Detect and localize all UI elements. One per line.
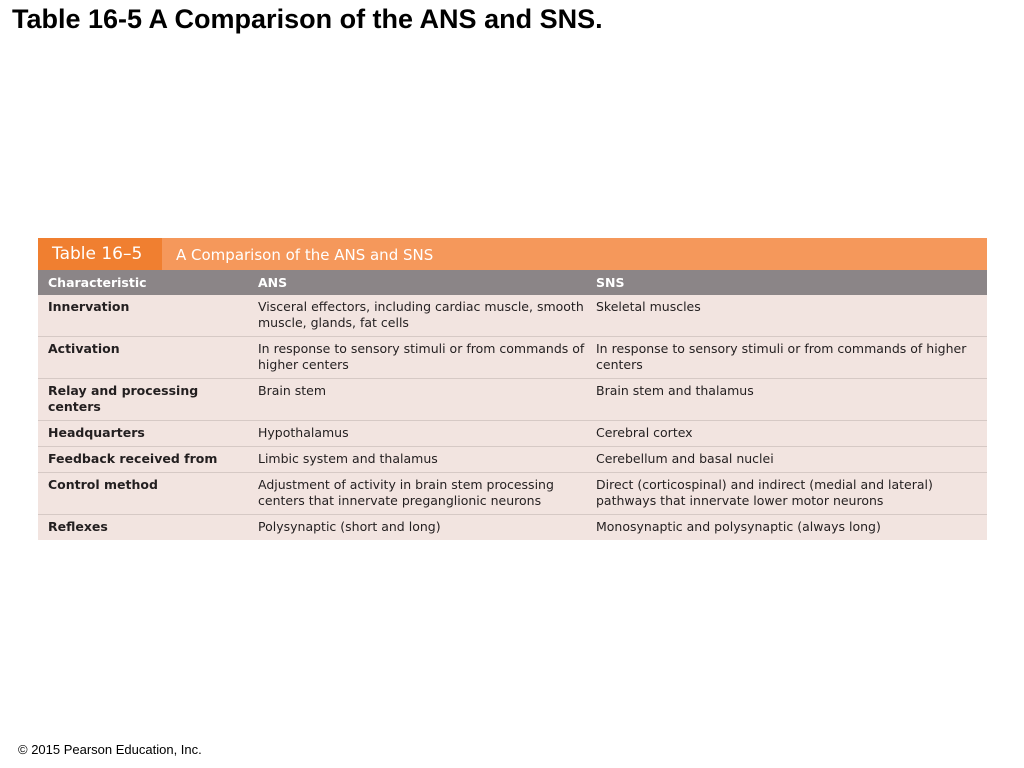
row-ans: Limbic system and thalamus xyxy=(258,451,438,466)
row-sns: Monosynaptic and polysynaptic (always long) xyxy=(596,519,881,534)
table-row xyxy=(38,378,987,420)
copyright-notice: © 2015 Pearson Education, Inc. xyxy=(18,742,202,757)
row-sns: Direct (corticospinal) and indirect (medial and lateral) pathways that innervate lower motor neurons xyxy=(596,477,933,508)
row-characteristic: Control method xyxy=(48,477,158,492)
row-ans: In response to sensory stimuli or from commands of higher centers xyxy=(258,341,585,372)
table-name: A Comparison of the ANS and SNS xyxy=(176,246,434,264)
table-body xyxy=(38,295,987,540)
header-characteristic: Characteristic xyxy=(48,275,147,290)
header-sns: SNS xyxy=(596,275,625,290)
row-ans: Polysynaptic (short and long) xyxy=(258,519,441,534)
table-number: Table 16–5 xyxy=(38,238,162,270)
table-row xyxy=(38,295,987,336)
table-row xyxy=(38,446,987,472)
row-ans: Hypothalamus xyxy=(258,425,349,440)
row-sns: In response to sensory stimuli or from commands of higher centers xyxy=(596,341,967,372)
row-ans: Adjustment of activity in brain stem processing centers that innervate preganglionic neurons xyxy=(258,477,554,508)
row-sns: Cerebral cortex xyxy=(596,425,693,440)
header-ans: ANS xyxy=(258,275,288,290)
row-characteristic: Headquarters xyxy=(48,425,145,440)
row-characteristic: Activation xyxy=(48,341,120,356)
row-ans: Visceral effectors, including cardiac muscle, smooth muscle, glands, fat cells xyxy=(258,299,584,330)
table-row xyxy=(38,472,987,514)
row-ans: Brain stem xyxy=(258,383,327,398)
row-sns: Brain stem and thalamus xyxy=(596,383,754,398)
table-row xyxy=(38,514,987,540)
row-characteristic: Relay and processing centers xyxy=(48,383,199,414)
table-banner xyxy=(38,238,987,270)
row-characteristic: Reflexes xyxy=(48,519,108,534)
slide-title: Table 16-5 A Comparison of the ANS and SNS. xyxy=(12,4,603,34)
row-characteristic: Innervation xyxy=(48,299,130,314)
table-row xyxy=(38,336,987,378)
comparison-table xyxy=(38,238,987,540)
row-sns: Skeletal muscles xyxy=(596,299,701,314)
row-sns: Cerebellum and basal nuclei xyxy=(596,451,774,466)
table-header-row xyxy=(38,270,987,295)
row-characteristic: Feedback received from xyxy=(48,451,218,466)
table-row xyxy=(38,420,987,446)
